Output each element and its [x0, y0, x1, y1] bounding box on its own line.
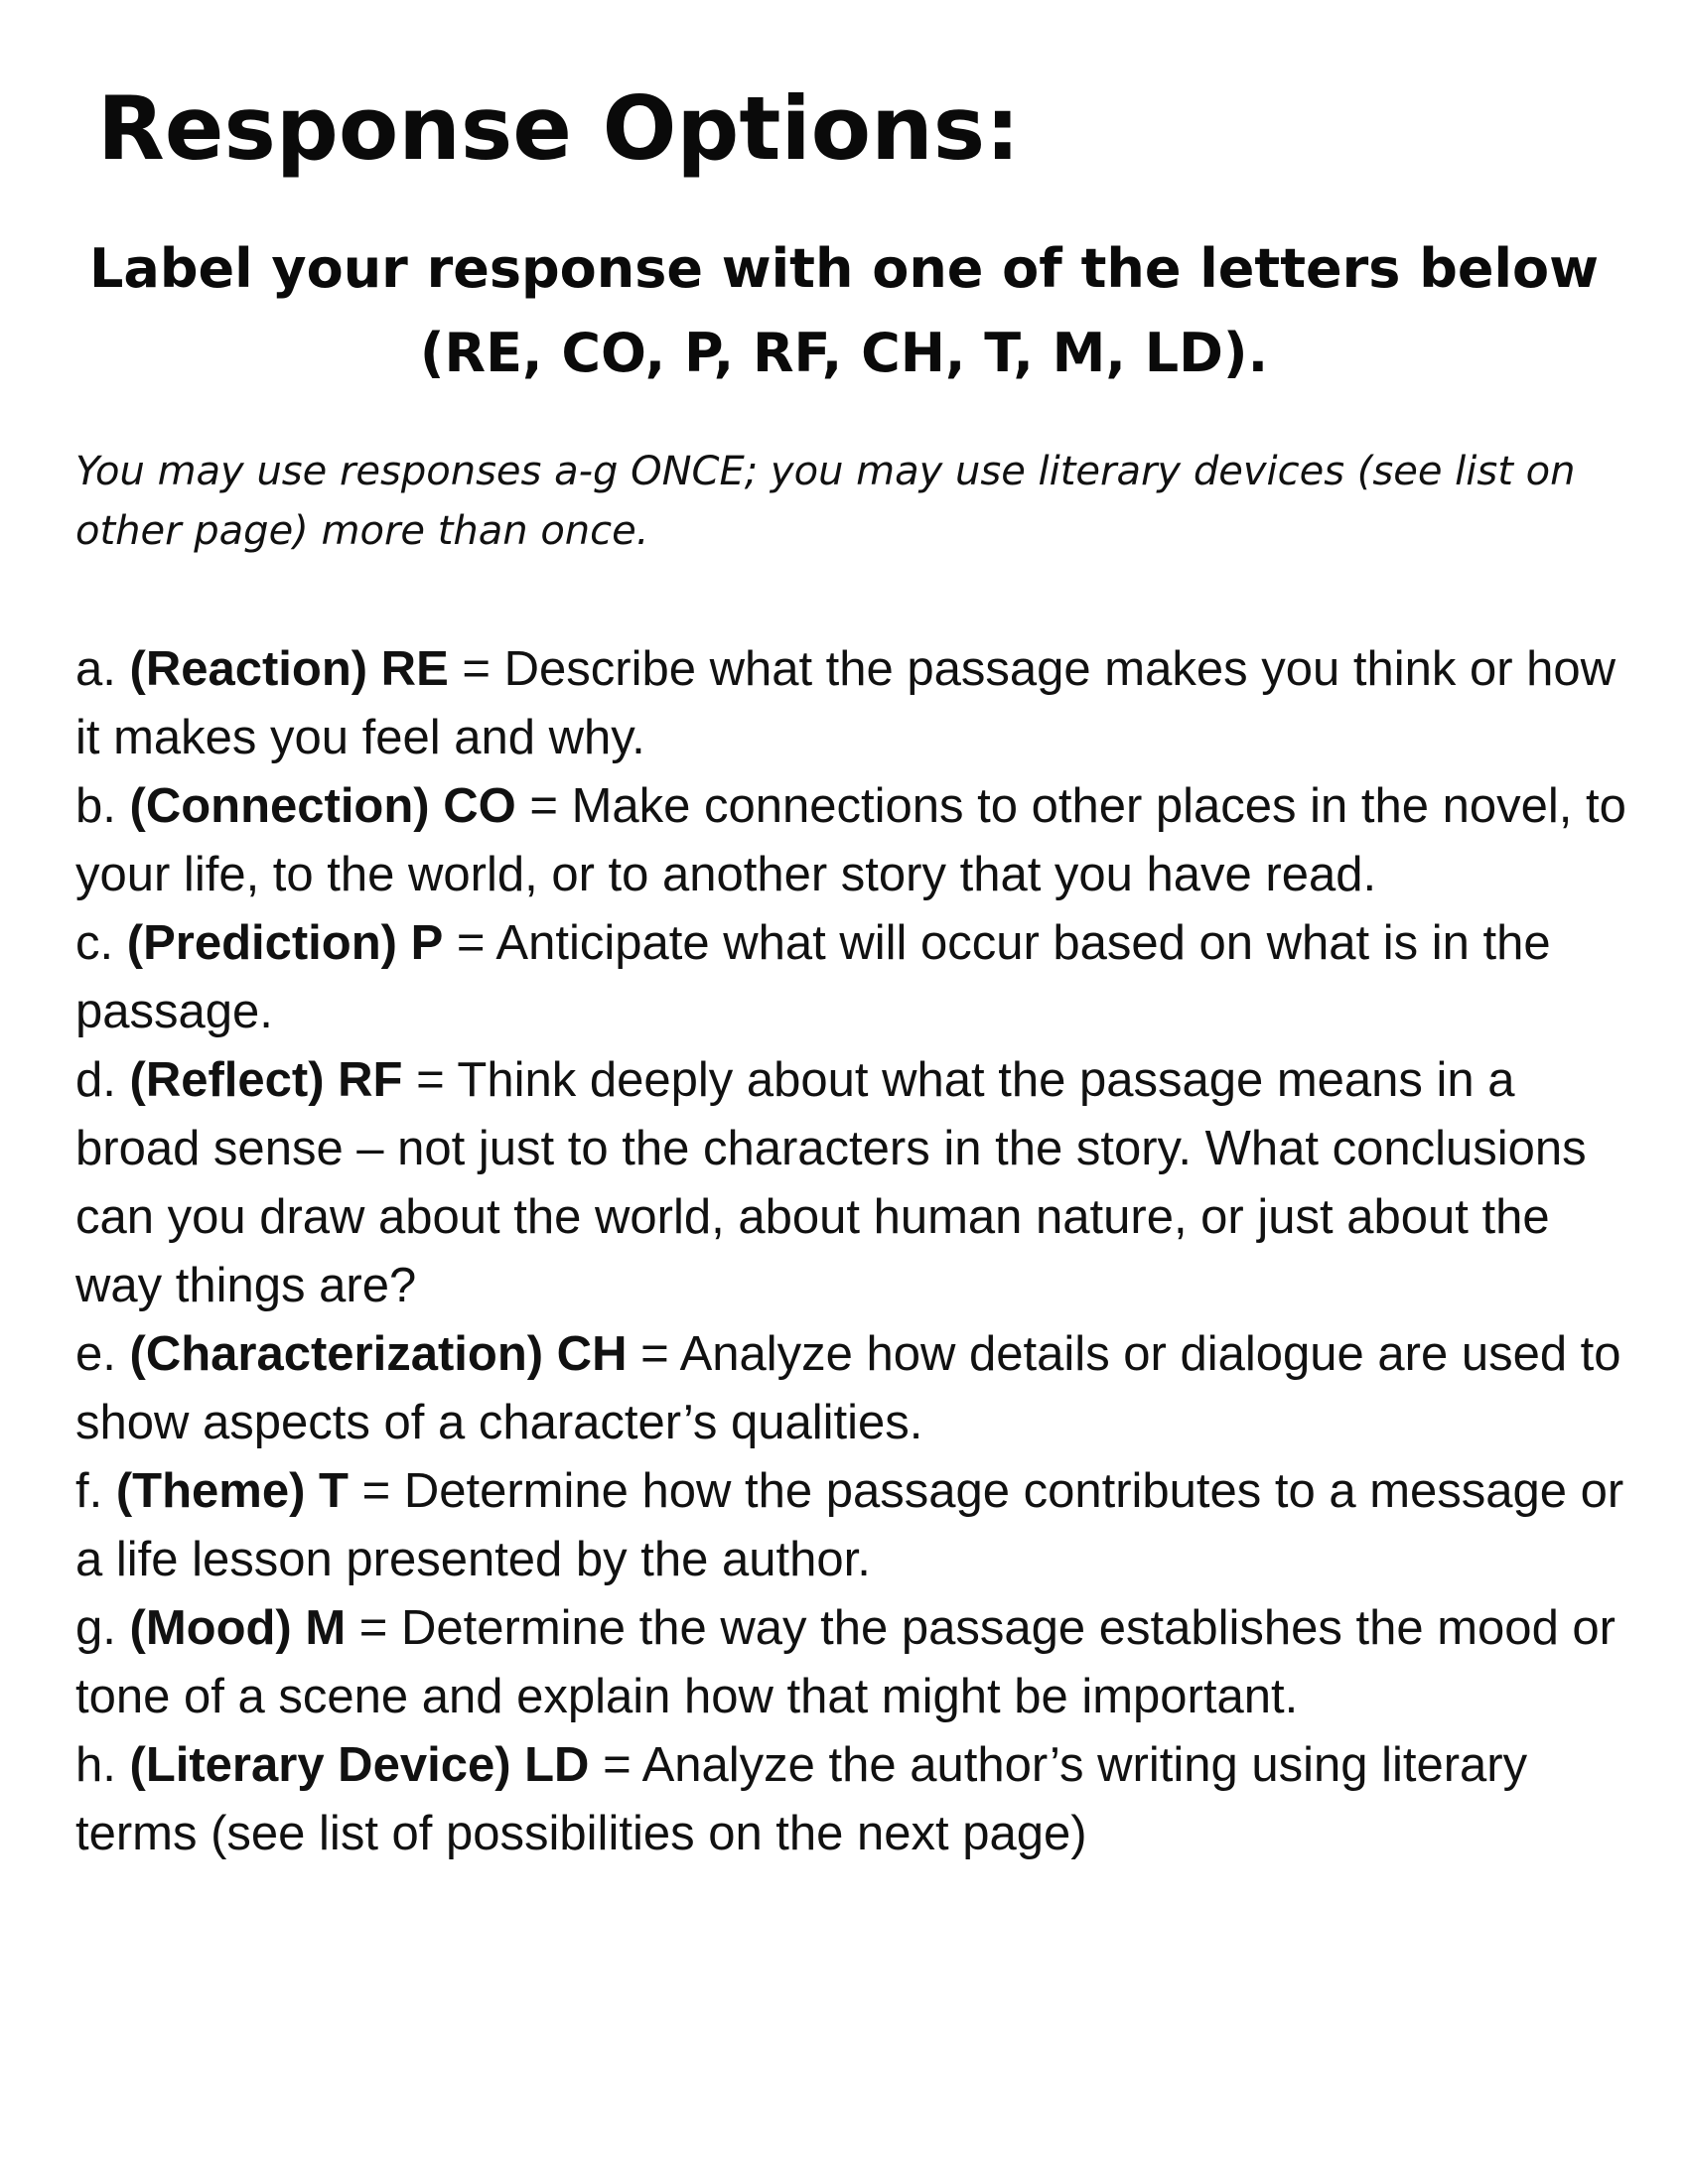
option-letter: d.	[75, 1053, 116, 1107]
option-description: = Determine how the passage contributes to a message or a life lesson presented by the author.	[75, 1464, 1624, 1586]
response-options-list	[75, 635, 1644, 1868]
option-letter: c.	[75, 916, 114, 970]
option-letter: a.	[75, 642, 116, 696]
option-item-e	[75, 1320, 1644, 1457]
option-letter: g.	[75, 1601, 116, 1655]
option-description: = Analyze how details or dialogue are used to show aspects of a character’s qualities.	[75, 1327, 1621, 1449]
option-letter: f.	[75, 1464, 103, 1518]
option-item-d	[75, 1046, 1644, 1320]
option-description: = Describe what the passage makes you think or how it makes you feel and why.	[75, 642, 1617, 764]
option-item-h	[75, 1731, 1644, 1868]
page-title: Response Options:	[97, 77, 1021, 180]
option-label: (Literary Device) LD	[129, 1738, 590, 1792]
option-description: = Think deeply about what the passage means in a broad sense – not just to the characters in the story. What conclusions can you draw about the world, about human nature, or just about the way things are?	[75, 1053, 1587, 1312]
usage-note: You may use responses a-g ONCE; you may use literary devices (see list on other page) more than once.	[75, 449, 1576, 554]
option-label: (Connection) CO	[129, 779, 516, 833]
option-label: (Mood) M	[129, 1601, 347, 1655]
option-label: (Theme) T	[115, 1464, 349, 1518]
option-description: = Make connections to other places in the novel, to your life, to the world, or to another story that you have read.	[75, 779, 1626, 901]
option-description: = Determine the way the passage establishes the mood or tone of a scene and explain how that might be important.	[75, 1601, 1616, 1723]
option-label: (Characterization) CH	[129, 1327, 628, 1381]
option-description: = Anticipate what will occur based on what is in the passage.	[75, 916, 1551, 1038]
option-letter: e.	[75, 1327, 116, 1381]
option-letter: h.	[75, 1738, 116, 1792]
option-item-c	[75, 909, 1644, 1046]
option-item-f	[75, 1457, 1644, 1594]
option-description: = Analyze the author’s writing using literary terms (see list of possibilities on the next page)	[75, 1738, 1528, 1860]
option-item-b	[75, 772, 1644, 909]
option-item-a	[75, 635, 1644, 772]
option-label: (Reaction) RE	[129, 642, 449, 696]
option-letter: b.	[75, 779, 116, 833]
option-label: (Reflect) RF	[129, 1053, 403, 1107]
option-label: (Prediction) P	[126, 916, 444, 970]
page-subtitle: Label your response with one of the letters below (RE, CO, P, RF, CH, T, M, LD).	[89, 237, 1599, 384]
option-item-g	[75, 1594, 1644, 1731]
